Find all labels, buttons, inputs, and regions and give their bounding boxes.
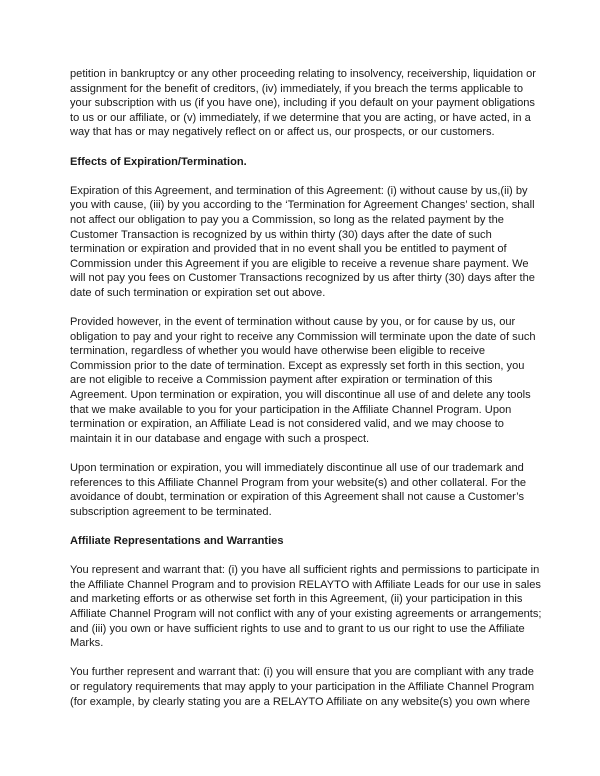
- text-line: date of such termination or expiration set out above.: [70, 286, 326, 299]
- paragraph-further-represent: [70, 665, 540, 709]
- text-line: Commission under this Agreement if you are eligible to receive a revenue share payment. We: [70, 257, 529, 270]
- text-line: the Affiliate Channel Program and to provision RELAYTO with Affiliate Leads for our use in sales: [70, 578, 541, 591]
- text-line: and marketing efforts or as otherwise set forth in this Agreement, (ii) your participation in this: [70, 593, 523, 606]
- text-line: not affect our obligation to pay you a Commission, so long as the related payment by the: [70, 213, 504, 226]
- text-line: termination, regardless of whether you would have otherwise been eligible to receive: [70, 345, 486, 358]
- text-line: termination or expiration, an Affiliate Lead is not considered valid, and we may choose to: [70, 418, 504, 431]
- text-line: to us or our affiliate, or (v) immediately, if we determine that you are acting, or have acted, in a: [70, 111, 531, 124]
- text-line: maintain it in our database and engage with such a prospect.: [70, 432, 370, 445]
- text-line: Affiliate Channel Program will not conflict with any of your existing agreements or arrangements;: [70, 607, 542, 620]
- text-line: Expiration of this Agreement, and termination of this Agreement: (i) without cause by us,(ii) by: [70, 184, 528, 197]
- paragraph-expiration-effects: [70, 184, 540, 301]
- text-line: subscription agreement to be terminated.: [70, 505, 272, 518]
- text-line: You further represent and warrant that: (i) you will ensure that you are compliant with any trade: [70, 666, 534, 679]
- text-line: will not pay you fees on Customer Transactions recognized by us after thirty (30) days after the: [70, 272, 535, 285]
- text-line: or regulatory requirements that may apply to your participation in the Affiliate Channel Program: [70, 680, 535, 693]
- document-page: [70, 67, 540, 724]
- text-line: assignment for the benefit of creditors, (iv) immediately, if you breach the terms applicable to: [70, 82, 523, 95]
- text-line: Commission prior to the date of termination. Except as expressly set forth in this section, you: [70, 359, 525, 372]
- text-line: that we make available to you for your participation in the Affiliate Channel Program. Upon: [70, 403, 512, 416]
- text-line: way that has or may negatively reflect on or affect us, our prospects, or our customers.: [70, 126, 495, 139]
- paragraph-termination-causes: [70, 67, 540, 140]
- paragraph-trademark-discontinue: [70, 461, 540, 519]
- text-line: (for example, by clearly stating you are a RELAYTO Affiliate on any website(s) you own where: [70, 695, 530, 708]
- text-line: your subscription with us (if you have one), including if you default on your payment obligations: [70, 97, 535, 110]
- text-line: petition in bankruptcy or any other proceeding relating to insolvency, receivership, liquidation or: [70, 68, 536, 80]
- text-line: termination or expiration and provided that in no event shall you be entitled to payment of: [70, 243, 507, 256]
- paragraph-represent-warrant: [70, 563, 540, 651]
- text-line: and (iii) you own or have sufficient rights to use and to grant to us our right to use the Affiliate: [70, 622, 525, 635]
- text-line: Agreement. Upon termination or expiration, you will discontinue all use of and delete any tools: [70, 389, 531, 402]
- text-line: Provided however, in the event of termination without cause by you, or for cause by us, our: [70, 316, 516, 329]
- section-heading-effects-of-expiration: Effects of Expiration/Termination.: [70, 155, 247, 168]
- text-line: obligation to pay and your right to receive any Commission will terminate upon the date of such: [70, 330, 536, 343]
- paragraph-provided-however: [70, 315, 540, 446]
- text-line: references to this Affiliate Channel Program from your website(s) and other collateral. For the: [70, 476, 527, 489]
- text-line: you with cause, (iii) by you according to the ‘Termination for Agreement Changes’ section, shall: [70, 199, 535, 212]
- section-heading-representations-warranties: Affiliate Representations and Warranties: [70, 535, 284, 547]
- text-line: Upon termination or expiration, you will immediately discontinue all use of our trademark and: [70, 462, 524, 475]
- text-line: You represent and warrant that: (i) you have all sufficient rights and permissions to participate in: [70, 564, 540, 577]
- text-line: Customer Transaction is recognized by us within thirty (30) days after the date of such: [70, 228, 492, 241]
- text-line: Marks.: [70, 637, 104, 650]
- text-line: are not eligible to receive a Commission payment after expiration or termination of this: [70, 374, 493, 387]
- text-line: avoidance of doubt, termination or expiration of this Agreement shall not cause a Customer’s: [70, 491, 525, 504]
